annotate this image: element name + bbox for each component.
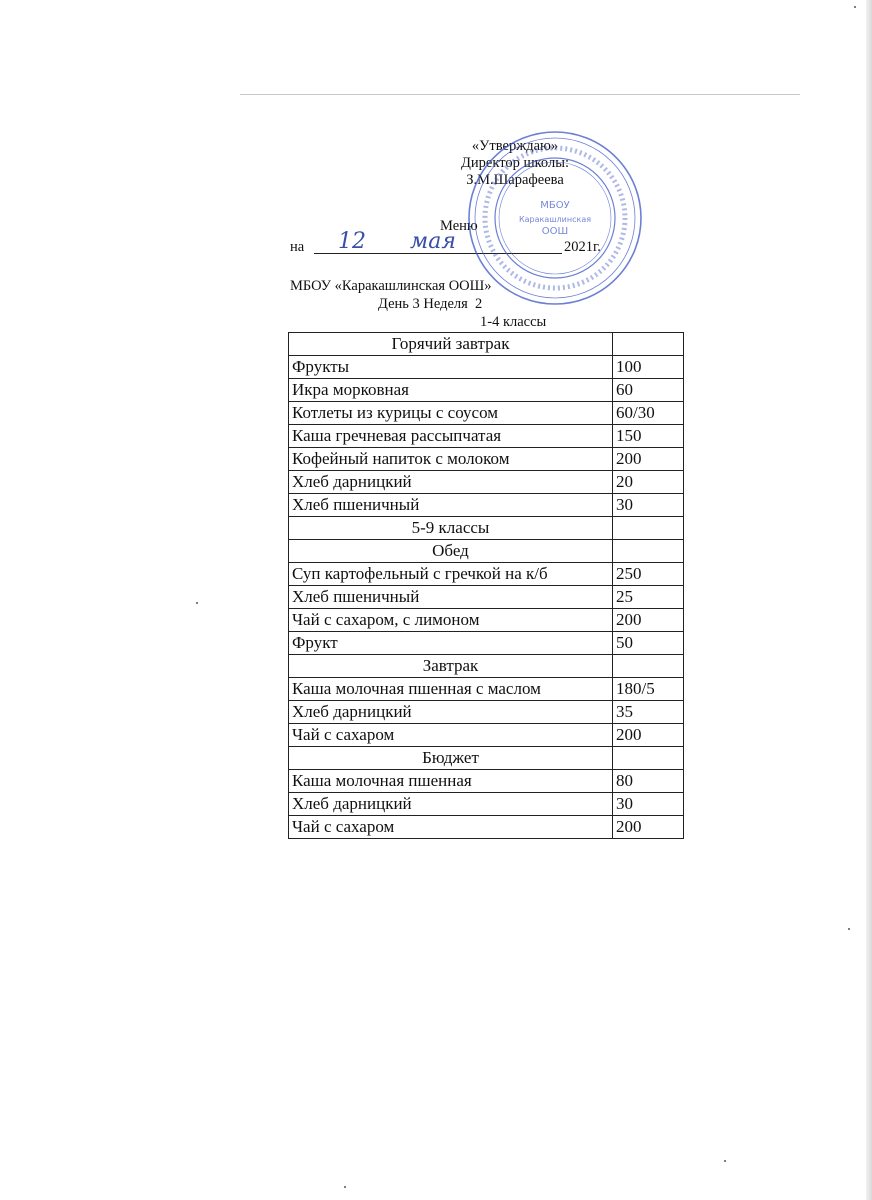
dish-name-cell: Котлеты из курицы с соусом bbox=[289, 402, 613, 425]
scan-edge-shadow bbox=[866, 0, 872, 1200]
dish-name-cell: Хлеб пшеничный bbox=[289, 586, 613, 609]
scan-speck bbox=[848, 928, 850, 930]
date-day-handwritten: 12 bbox=[338, 229, 366, 254]
portion-weight-cell: 150 bbox=[613, 425, 684, 448]
table-row bbox=[289, 402, 684, 425]
portion-weight-cell: 60 bbox=[613, 379, 684, 402]
table-row bbox=[289, 701, 684, 724]
table-row bbox=[289, 586, 684, 609]
table-row bbox=[289, 448, 684, 471]
table-section-row bbox=[289, 540, 684, 563]
day-week-label: День 3 Неделя 2 bbox=[378, 296, 483, 312]
dish-name-cell: Каша гречневая рассыпчатая bbox=[289, 425, 613, 448]
table-section-row bbox=[289, 333, 684, 356]
table-row bbox=[289, 678, 684, 701]
dish-name-cell: Хлеб дарницкий bbox=[289, 793, 613, 816]
portion-weight-cell: 200 bbox=[613, 724, 684, 747]
portion-weight-cell: 200 bbox=[613, 448, 684, 471]
table-row bbox=[289, 379, 684, 402]
dish-name-cell: Икра морковная bbox=[289, 379, 613, 402]
portion-weight-cell bbox=[613, 655, 684, 678]
dish-name-cell: Фрукты bbox=[289, 356, 613, 379]
dish-name-cell: Чай с сахаром bbox=[289, 816, 613, 839]
portion-weight-cell: 100 bbox=[613, 356, 684, 379]
approval-block bbox=[440, 138, 590, 189]
section-title-cell: 5-9 классы bbox=[289, 517, 613, 540]
dish-name-cell: Хлеб дарницкий bbox=[289, 701, 613, 724]
table-section-row bbox=[289, 517, 684, 540]
portion-weight-cell: 30 bbox=[613, 494, 684, 517]
portion-weight-cell: 60/30 bbox=[613, 402, 684, 425]
date-month-handwritten: мая bbox=[410, 229, 456, 254]
portion-weight-cell: 80 bbox=[613, 770, 684, 793]
portion-weight-cell bbox=[613, 747, 684, 770]
portion-weight-cell: 25 bbox=[613, 586, 684, 609]
menu-table bbox=[288, 332, 684, 839]
section-title-cell: Горячий завтрак bbox=[289, 333, 613, 356]
school-name: МБОУ «Каракашлинская ООШ» bbox=[290, 278, 492, 294]
table-row bbox=[289, 494, 684, 517]
scan-speck bbox=[196, 602, 198, 604]
dish-name-cell: Чай с сахаром bbox=[289, 724, 613, 747]
dish-name-cell: Фрукт bbox=[289, 632, 613, 655]
dish-name-cell: Чай с сахаром, с лимоном bbox=[289, 609, 613, 632]
portion-weight-cell bbox=[613, 517, 684, 540]
table-row bbox=[289, 609, 684, 632]
date-prefix: на bbox=[290, 239, 305, 255]
scan-speck bbox=[854, 6, 856, 8]
portion-weight-cell: 50 bbox=[613, 632, 684, 655]
section-title-cell: Бюджет bbox=[289, 747, 613, 770]
dish-name-cell: Суп картофельный с гречкой на к/б bbox=[289, 563, 613, 586]
portion-weight-cell: 200 bbox=[613, 609, 684, 632]
scan-speck bbox=[724, 1160, 726, 1162]
portion-weight-cell: 35 bbox=[613, 701, 684, 724]
dish-name-cell: Каша молочная пшенная с маслом bbox=[289, 678, 613, 701]
approval-title: «Утверждаю» bbox=[471, 138, 559, 154]
table-section-row bbox=[289, 747, 684, 770]
dish-name-cell: Кофейный напиток с молоком bbox=[289, 448, 613, 471]
dish-name-cell: Хлеб дарницкий bbox=[289, 471, 613, 494]
portion-weight-cell bbox=[613, 540, 684, 563]
table-row bbox=[289, 770, 684, 793]
table-row bbox=[289, 793, 684, 816]
approval-position: Директор школы: bbox=[461, 155, 569, 171]
svg-text:Каракашлинская: Каракашлинская bbox=[518, 215, 592, 224]
table-row bbox=[289, 563, 684, 586]
table-row bbox=[289, 816, 684, 839]
menu-table-body bbox=[289, 333, 684, 839]
svg-text:ООШ: ООШ bbox=[541, 226, 569, 237]
menu-title: Меню bbox=[440, 218, 478, 234]
portion-weight-cell: 250 bbox=[613, 563, 684, 586]
table-row bbox=[289, 632, 684, 655]
scan-speck bbox=[344, 1186, 346, 1188]
portion-weight-cell: 20 bbox=[613, 471, 684, 494]
grade-label: 1-4 классы bbox=[480, 314, 547, 330]
table-row bbox=[289, 471, 684, 494]
portion-weight-cell bbox=[613, 333, 684, 356]
section-title-cell: Обед bbox=[289, 540, 613, 563]
portion-weight-cell: 200 bbox=[613, 816, 684, 839]
dish-name-cell: Каша молочная пшенная bbox=[289, 770, 613, 793]
table-row bbox=[289, 724, 684, 747]
section-title-cell: Завтрак bbox=[289, 655, 613, 678]
approval-director-name: З.М.Шарафеева bbox=[466, 172, 564, 188]
table-row bbox=[289, 425, 684, 448]
portion-weight-cell: 30 bbox=[613, 793, 684, 816]
portion-weight-cell: 180/5 bbox=[613, 678, 684, 701]
svg-text:МБОУ: МБОУ bbox=[540, 200, 570, 211]
date-year: 2021г. bbox=[564, 239, 601, 255]
dish-name-cell: Хлеб пшеничный bbox=[289, 494, 613, 517]
table-section-row bbox=[289, 655, 684, 678]
top-rule bbox=[240, 94, 800, 95]
table-row bbox=[289, 356, 684, 379]
